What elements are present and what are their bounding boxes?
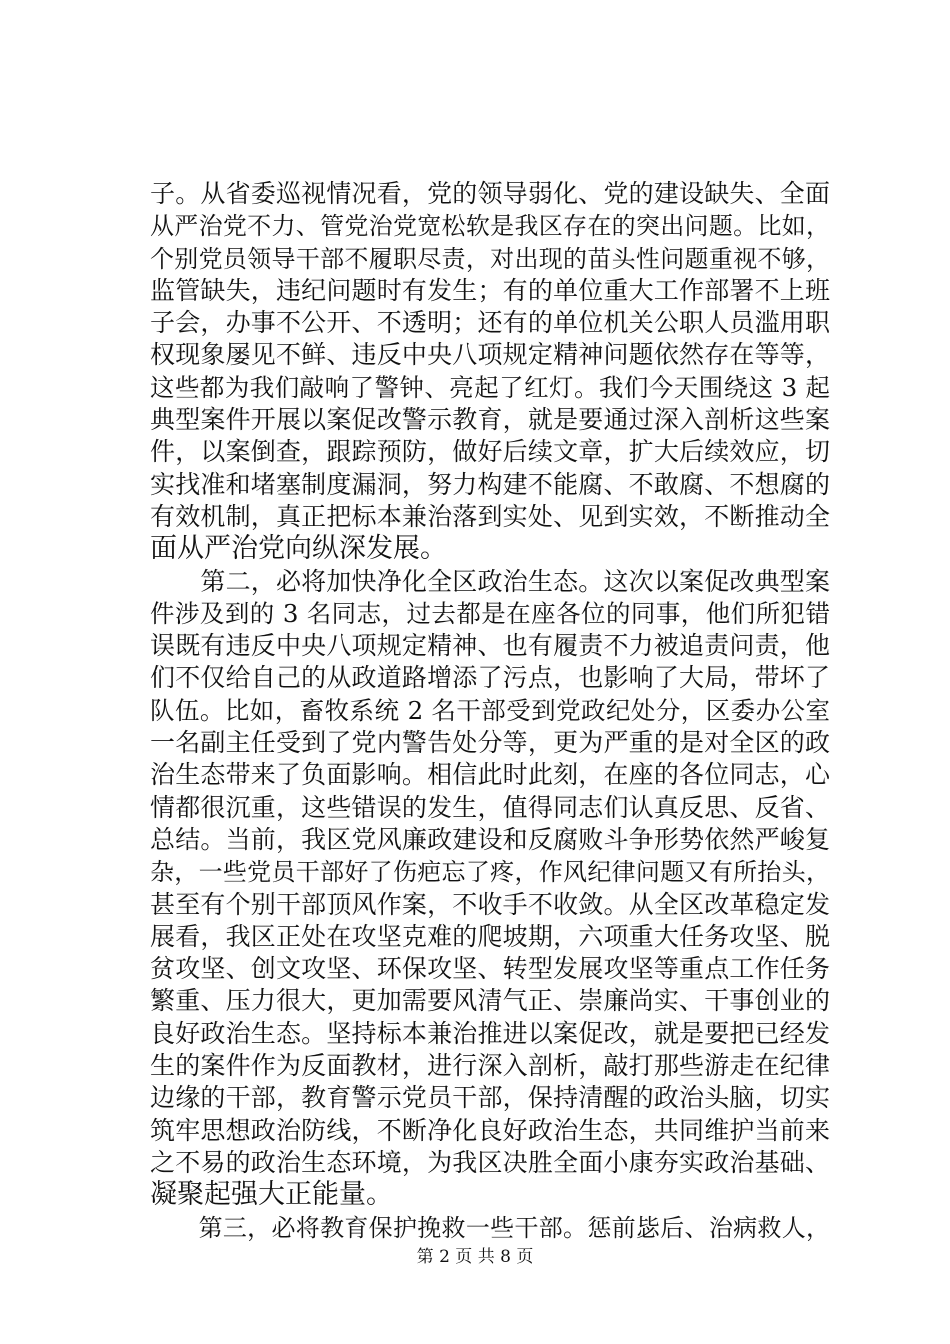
text-line: 实找准和堵塞制度漏洞，努力构建不能腐、不敢腐、不想腐的: [150, 469, 830, 499]
text-line: 监管缺失，违纪问题时有发生；有的单位重大工作部署不上班: [150, 275, 830, 305]
text-line: 凝聚起强大正能量。: [150, 1179, 393, 1211]
text-line: 繁重、压力很大，更加需要风清气正、崇廉尚实、干事创业的: [150, 986, 830, 1016]
text-line: 一名副主任受到了党内警告处分等，更为严重的是对全区的政: [150, 728, 830, 758]
text-line: 甚至有个别干部顶风作案，不收手不收敛。从全区改革稳定发: [150, 889, 830, 919]
text-line: 子。从省委巡视情况看，党的领导弱化、党的建设缺失、全面: [150, 179, 830, 208]
text-line: 第二，必将加快净化全区政治生态。这次以案促改典型案: [150, 566, 830, 596]
text-line: 第三，必将教育保护挽救一些干部。惩前毖后、治病救人，: [150, 1213, 830, 1242]
text-line: 件，以案倒查，跟踪预防，做好后续文章，扩大后续效应，切: [150, 437, 830, 467]
text-line: 治生态带来了负面影响。相信此时此刻，在座的各位同志，心: [150, 760, 830, 790]
text-line: 生的案件作为反面教材，进行深入剖析，敲打那些游走在纪律: [150, 1051, 830, 1081]
text-line: 杂，一些党员干部好了伤疤忘了疼，作风纪律问题又有所抬头，: [150, 858, 830, 887]
text-line: 误既有违反中央八项规定精神、也有履责不力被追责问责，他: [150, 631, 830, 661]
text-line: 队伍。比如，畜牧系统 2 名干部受到党政纪处分，区委办公室: [150, 695, 830, 725]
text-line: 筑牢思想政治防线，不断净化良好政治生态，共同维护当前来: [150, 1115, 830, 1145]
text-line: 们不仅给自己的从政道路增添了污点，也影响了大局，带坏了: [150, 663, 830, 693]
body-text: [150, 178, 830, 1244]
text-line: 权现象屡见不鲜、违反中央八项规定精神问题依然存在等等，: [150, 340, 830, 370]
text-line: 件涉及到的 3 名同志，过去都是在座各位的同事，他们所犯错: [150, 598, 830, 628]
text-line: 从严治党不力、管党治党宽松软是我区存在的突出问题。比如，: [150, 212, 830, 241]
text-line: 这些都为我们敲响了警钟、亮起了红灯。我们今天围绕这 3 起: [150, 372, 830, 402]
text-line: 典型案件开展以案促改警示教育，就是要通过深入剖析这些案: [150, 405, 830, 435]
text-line: 良好政治生态。坚持标本兼治推进以案促改，就是要把已经发: [150, 1018, 830, 1048]
text-line: 面从严治党向纵深发展。: [150, 533, 447, 565]
text-line: 贫攻坚、创文攻坚、环保攻坚、转型发展攻坚等重点工作任务: [150, 954, 830, 984]
text-line: 总结。当前，我区党风廉政建设和反腐败斗争形势依然严峻复: [150, 824, 830, 854]
text-line: 有效机制，真正把标本兼治落到实处、见到实效，不断推动全: [150, 501, 830, 531]
text-line: 之不易的政治生态环境，为我区决胜全面小康夯实政治基础、: [150, 1147, 830, 1177]
text-line: 情都很沉重，这些错误的发生，值得同志们认真反思、反省、: [150, 792, 830, 822]
page-number-footer: 第 2 页 共 8 页: [416, 1247, 534, 1267]
text-line: 子会，办事不公开、不透明；还有的单位机关公职人员滥用职: [150, 308, 830, 338]
text-line: 边缘的干部，教育警示党员干部，保持清醒的政治头脑，切实: [150, 1083, 830, 1113]
text-line: 个别党员领导干部不履职尽责，对出现的苗头性问题重视不够，: [150, 244, 830, 273]
text-line: 展看，我区正处在攻坚克难的爬坡期，六项重大任务攻坚、脱: [150, 921, 830, 951]
